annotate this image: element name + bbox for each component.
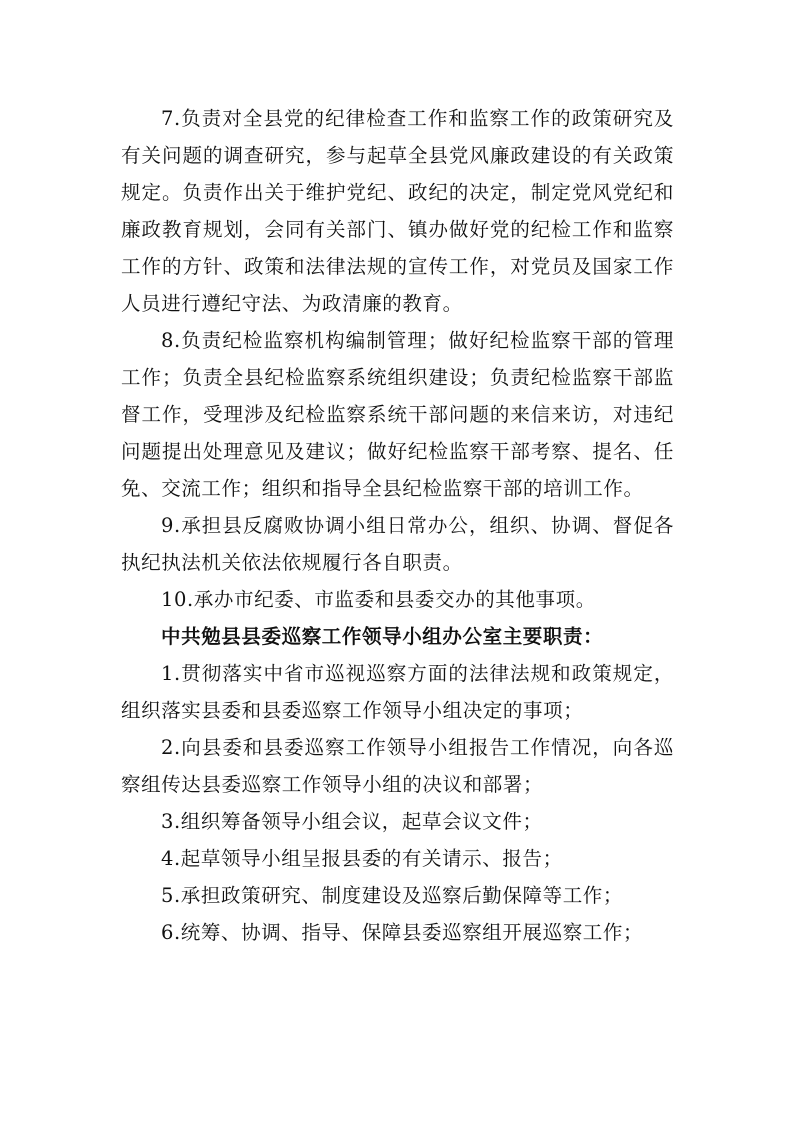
duty-item-5: 5.承担政策研究、制度建设及巡察后勤保障等工作； (161, 884, 624, 907)
paragraph-7: 7.负责对全县党的纪律检查工作和监察工作的政策研究及有关问题的调查研究，参与起草全县党风廉政建设的有关政策规定。负责作出关于维护党纪、政纪的决定，制定党风党纪和廉政教育规划，会同有关部门、镇办做好党的纪检工作和监察工作的方针、政策和法律法规的宣传工作，对党员及国家工作人员进行遵纪守法、为政清廉的教育。 (121, 107, 674, 315)
duty-item-2: 2.向县委和县委巡察工作领导小组报告工作情况，向各巡察组传达县委巡察工作领导小组的决议和部署； (121, 736, 674, 796)
paragraph-9: 9.承担县反腐败协调小组日常办公，组织、协调、督促各执纪执法机关依法依规履行各自职责。 (121, 514, 674, 574)
duty-item-3: 3.组织筹备领导小组会议，起草会议文件； (161, 810, 543, 833)
duty-item-1: 1.贯彻落实中省市巡视巡察方面的法律法规和政策规定， 组织落实县委和县委巡察工作领导小组决定的事项； (121, 662, 674, 722)
paragraph-8: 8.负责纪检监察机构编制管理；做好纪检监察干部的管理工作；负责全县纪检监察系统组织建设；负责纪检监察干部监督工作，受理涉及纪检监察系统干部问题的来信来访，对违纪问题提出处理意见及建议；做好纪检监察干部考察、提名、任免、交流工作；组织和指导全县纪检监察干部的培训工作。 (121, 329, 674, 500)
paragraph-10: 10.承办市纪委、市监委和县委交办的其他事项。 (161, 588, 596, 611)
duty-item-6: 6.统筹、协调、指导、保障县委巡察组开展巡察工作； (161, 921, 644, 944)
duty-item-4: 4.起草领导小组呈报县委的有关请示、报告； (161, 847, 563, 870)
document-body (121, 100, 674, 951)
section-heading: 中共勉县县委巡察工作领导小组办公室主要职责： (161, 625, 604, 648)
